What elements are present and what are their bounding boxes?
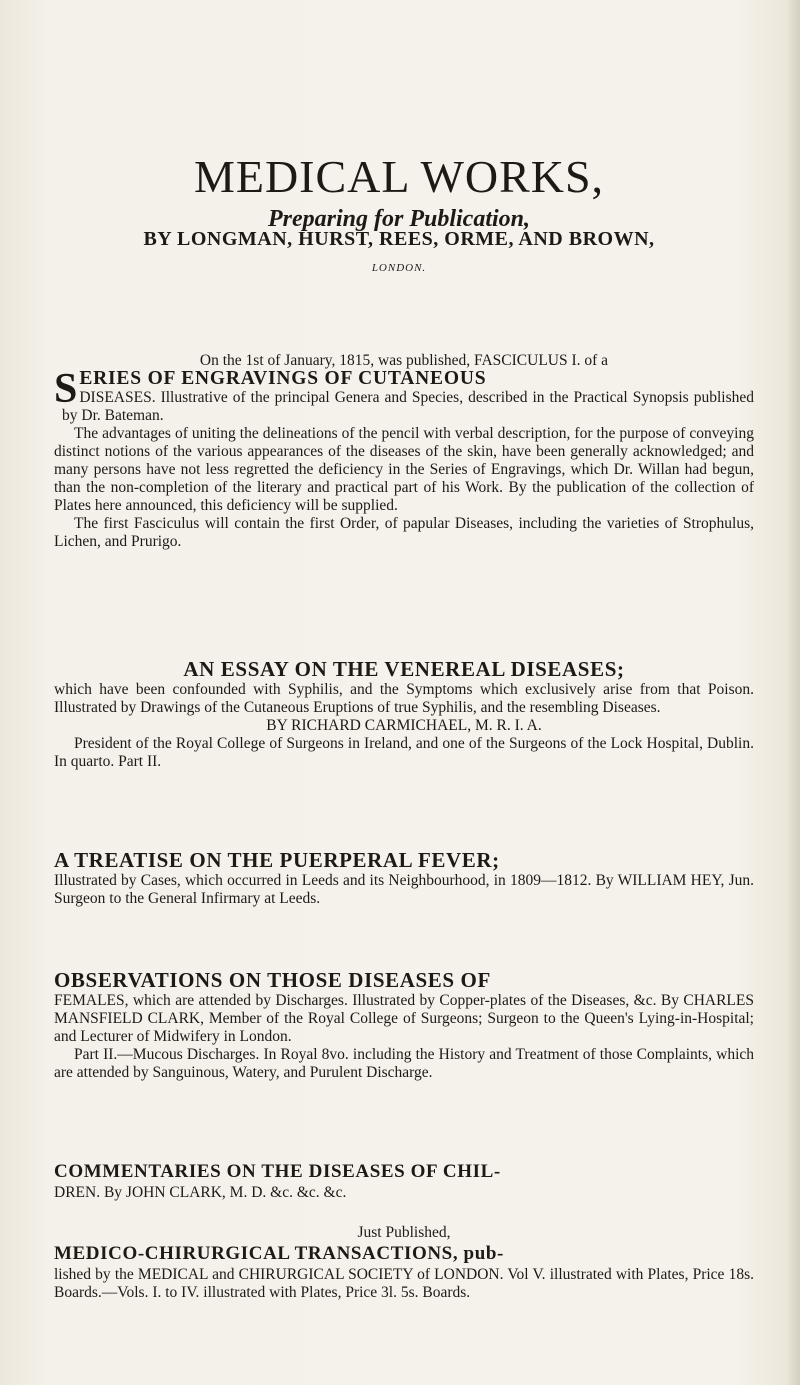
entry-engravings <box>54 352 754 551</box>
entry-transactions <box>54 1224 754 1302</box>
entry-heading: AN ESSAY ON THE VENEREAL DISEASES; <box>183 657 625 681</box>
entry-venereal <box>54 657 754 771</box>
entry-heading: COMMENTARIES ON THE DISEASES OF CHIL- <box>54 1161 501 1182</box>
entry-paragraph: DREN. By JOHN CLARK, M. D. &c. &c. &c. <box>54 1184 347 1201</box>
entry-author: BY RICHARD CARMICHAEL, M. R. I. A. <box>266 717 542 734</box>
entry-heading: A TREATISE ON THE PUERPERAL FEVER; <box>54 848 500 872</box>
entry-paragraph: Part II.—Mucous Discharges. In Royal 8vo. including the History and Treatment of those Complaints, which are attended by Sanguinous, Watery, and Purulent Discharge. <box>54 1046 754 1081</box>
entry-heading-block <box>54 366 754 425</box>
city-line: LONDON. <box>371 262 427 274</box>
entry-heading: OBSERVATIONS ON THOSE DISEASES OF <box>54 968 491 992</box>
entry-females <box>54 968 754 1082</box>
entry-intro: Just Published, <box>357 1224 451 1241</box>
publishers-line: BY LONGMAN, HURST, REES, ORME, AND BROWN, <box>143 228 655 250</box>
entry-paragraph: lished by the MEDICAL and CHIRURGICAL SOCIETY of LONDON. Vol V. illustrated with Plates, Price 18s. Boards.—Vols. I. to IV. illustrated with Plates, Price 3l. 5s. Boards. <box>54 1266 754 1301</box>
entry-heading: ERIES OF ENGRAVINGS OF CUTANEOUS <box>79 368 487 389</box>
entry-paragraph: FEMALES, which are attended by Discharges. Illustrated by Copper-plates of the Diseases, &c. By CHARLES MANSFIELD CLARK, Member of the Royal College of Surgeons; Surgeon to the Queen's Lying-in-Hospital; and Lecturer of Midwifery in London. <box>54 992 754 1045</box>
entry-paragraph: President of the Royal College of Surgeons in Ireland, and one of the Surgeons of the Lock Hospital, Dublin. In quarto. Part II. <box>54 735 754 770</box>
page-edge-shadow <box>786 0 800 1385</box>
entry-paragraph: The advantages of uniting the delineations of the pencil with verbal description, for the purpose of conveying distinct notions of the various appearances of the diseases of the skin, have been generally acknowledged; and many persons have not less regretted the deficiency in the Series of Engravings, which Dr. Willan had begun, than the non-completion of the literary and practical part of his Work. By the publication of the collection of Plates here announced, this deficiency will be supplied. <box>54 425 754 514</box>
entry-paragraph: which have been confounded with Syphilis, and the Symptoms which exclusively arise from that Poison. Illustrated by Drawings of the Cutaneous Eruptions of true Syphilis, and the resembling Diseases. <box>54 681 754 716</box>
entry-heading: MEDICO-CHIRURGICAL TRANSACTIONS, pub- <box>54 1243 504 1264</box>
drop-cap: S <box>54 366 78 412</box>
page-title: MEDICAL WORKS, <box>193 151 605 202</box>
entry-children <box>54 1160 754 1202</box>
entry-paragraph: DISEASES. Illustrative of the principal Genera and Species, described in the Practical Synopsis published by Dr. Bateman. <box>62 389 754 424</box>
entry-paragraph: Illustrated by Cases, which occurred in Leeds and its Neighbourhood, in 1809—1812. By WILLIAM HEY, Jun. Surgeon to the General Infirmary at Leeds. <box>54 872 754 907</box>
entry-intro: On the 1st of January, 1815, was published, FASCICULUS I. of a <box>199 352 609 369</box>
page-subtitle: Preparing for Publication, <box>267 206 531 232</box>
entry-puerperal <box>54 848 754 908</box>
entry-paragraph: The first Fasciculus will contain the first Order, of papular Diseases, including the varieties of Strophulus, Lichen, and Prurigo. <box>54 515 754 550</box>
